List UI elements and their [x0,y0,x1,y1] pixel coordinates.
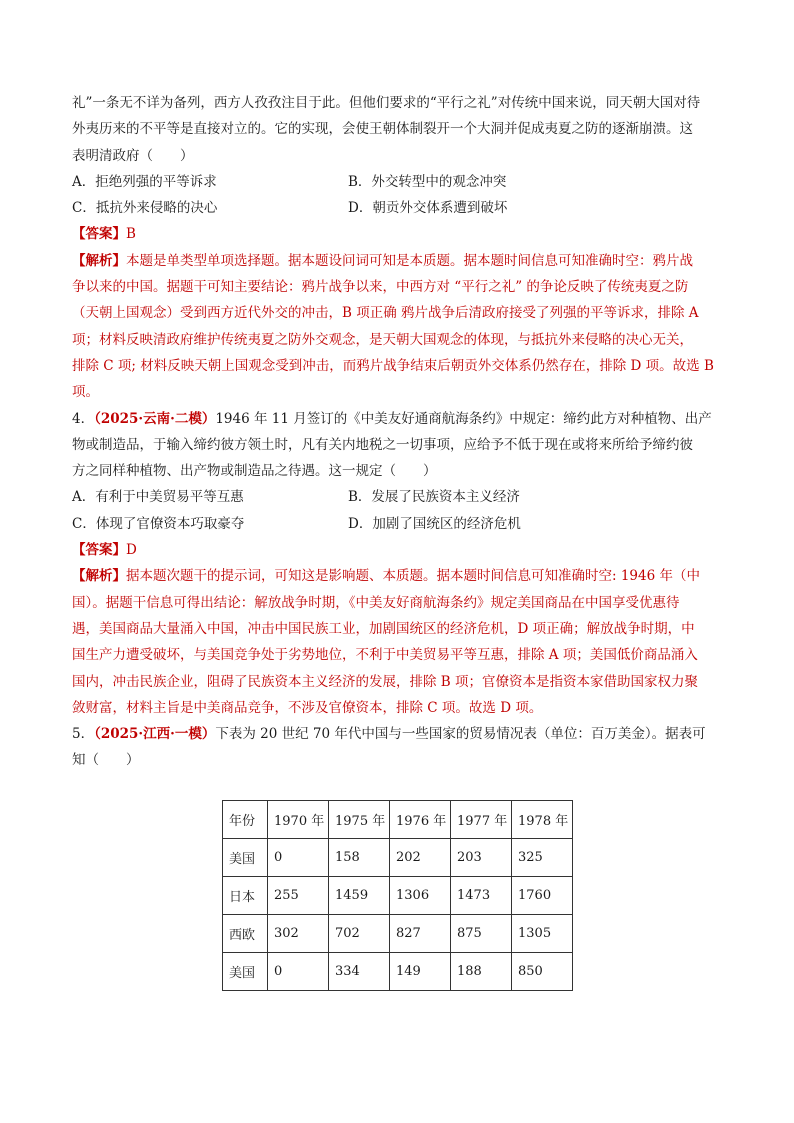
analysis-text: 据本题次题干的提示词，可知这是影响题、本质题。据本题时间信息可知准确时空: 1946 年（中 [126,568,700,585]
table-header-row [223,801,573,839]
q3-option-d[interactable]: D．朝贡外交体系遭到破坏 [348,200,508,217]
q4-option-b[interactable]: B．发展了民族资本主义经济 [348,489,520,506]
q4-stem-line: 物或制造品，于输入缔约彼方领土时，凡有关内地税之一切事项，应给予不低于现在或将来所给予缔约彼 [72,436,693,453]
table-cell: 334 [329,953,390,991]
q4-stem-line [72,406,722,432]
question-source: （2025·云南·二模） [94,410,216,427]
analysis-line [72,248,722,274]
q4-stem-text: 1946 年 11 月签订的《中美友好通商航海条约》中规定：缔约此方对种植物、出产 [215,410,712,427]
q3-answer [72,221,722,247]
table-cell: 827 [390,915,451,953]
analysis-line: 国生产力遭受破坏，与美国竞争处于劣势地位，不利于中美贸易平等互惠，排除 A 项；美国低价商品涌入 [72,647,698,664]
answer-value: D [126,542,137,559]
q3-stem-line: 表明清政府（ ） [72,147,194,164]
q3-stem [72,90,722,169]
table-header-cell: 1977 年 [451,801,512,839]
q5-stem [72,721,722,774]
analysis-line: 遇，美国商品大量涌入中国，冲击中国民族工业，加剧国统区的经济危机，D 项正确；解放战争时期，中 [72,620,695,637]
q5-stem-line: 知（ ） [72,752,140,769]
trade-table [222,800,573,991]
table-cell: 0 [268,953,329,991]
q3-analysis [72,248,722,406]
table-cell: 702 [329,915,390,953]
table-cell: 202 [390,839,451,877]
analysis-text: 本题是单类型单项选择题。据本题设问词可知是本质题。据本题时间信息可知准确时空：鸦片战 [126,252,693,269]
analysis-line: 敛财富，材料主旨是中美商品竞争，不涉及官僚资本，排除 C 项。故选 D 项。 [72,699,543,716]
table-cell: 255 [268,877,329,915]
analysis-line: 国内，冲击民族企业，阻碍了民族资本主义经济的发展，排除 B 项；官僚资本是指资本家借助国家权力聚 [72,673,699,690]
table-cell: 西欧 [223,915,268,953]
table-cell: 日本 [223,877,268,915]
analysis-line: 项。 [72,384,99,401]
table-cell: 美国 [223,953,268,991]
q4-stem [72,406,722,485]
question-source: （2025·江西·一模） [94,726,216,743]
answer-tag: 【答案】 [72,226,126,243]
q5-stem-text: 下表为 20 世纪 70 年代中国与一些国家的贸易情况表（单位：百万美金）。据表可 [215,726,706,743]
analysis-line: 项；材料反映清政府维护传统夷夏之防外交观念，是天朝大国观念的体现，与抵抗外来侵略的决心无关， [72,331,693,348]
analysis-line [72,563,722,589]
q3-options-row [72,195,722,221]
question-number: 4． [72,410,95,427]
q4-option-d[interactable]: D．加剧了国统区的经济危机 [348,515,521,532]
table-cell: 1306 [390,877,451,915]
table-row [223,915,573,953]
question-number: 5． [72,726,95,743]
table-header-cell: 1975 年 [329,801,390,839]
table-cell: 325 [512,839,573,877]
table-cell: 149 [390,953,451,991]
q4-analysis [72,563,722,721]
table-cell: 188 [451,953,512,991]
q3-stem-line: 礼”一条无不详为备列，西方人孜孜注目于此。但他们要求的“平行之礼”对传统中国来说，同天朝大国对待 [72,95,701,111]
table-cell: 1760 [512,877,573,915]
table-header-cell: 1978 年 [512,801,573,839]
answer-tag: 【答案】 [72,542,126,559]
q4-options-row [72,511,722,537]
table-cell: 203 [451,839,512,877]
table-cell: 1473 [451,877,512,915]
q3-option-a[interactable]: A．拒绝列强的平等诉求 [72,173,217,190]
q4-option-c[interactable]: C．体现了官僚资本巧取豪夺 [72,515,245,532]
q3-option-c[interactable]: C．抵抗外来侵略的决心 [72,200,218,217]
answer-value: B [126,226,136,243]
q3-stem-line: 外夷历来的不平等是直接对立的。它的实现，会使王朝体制裂开一个大洞并促成夷夏之防的逐渐崩溃。这 [72,121,693,138]
q4-answer [72,537,722,563]
q5-stem-line [72,721,722,747]
table-header-cell: 1976 年 [390,801,451,839]
q4-option-a[interactable]: A．有利于中美贸易平等互惠 [72,489,244,506]
q4-stem-line: 方之同样种植物、出产物或制造品之待遇。这一规定（ ） [72,463,437,480]
q3-options-row [72,169,722,195]
table-cell: 美国 [223,839,268,877]
document-body [72,90,722,774]
analysis-tag: 【解析】 [72,252,126,269]
table-cell: 875 [451,915,512,953]
table-row [223,839,573,877]
q3-option-b[interactable]: B．外交转型中的观念冲突 [348,173,507,190]
table-header-cell: 1970 年 [268,801,329,839]
analysis-line: 排除 C 项; 材料反映天朝上国观念受到冲击，而鸦片战争结束后朝贡外交体系仍然存在，排除 D 项。故选 B [72,357,714,374]
analysis-line: 国）。据题干信息可得出结论：解放战争时期，《中美友好商航海条约》规定美国商品在中国享受优惠待 [72,594,680,611]
analysis-tag: 【解析】 [72,568,126,585]
table-cell: 1459 [329,877,390,915]
table-row [223,953,573,991]
analysis-line: （天朝上国观念）受到西方近代外交的冲击，B 项正确 鸦片战争后清政府接受了列强的平等诉求，排除 A [72,305,699,322]
table-cell: 158 [329,839,390,877]
analysis-line: 争以来的中国。据题干可知主要结论：鸦片战争以来，中西方对 “平行之礼” 的争论反映了传统夷夏之防 [72,279,689,296]
table-cell: 1305 [512,915,573,953]
table-cell: 850 [512,953,573,991]
q4-options-row [72,484,722,510]
table-cell: 0 [268,839,329,877]
table-cell: 302 [268,915,329,953]
table-row [223,877,573,915]
table-header-cell: 年份 [223,801,268,839]
